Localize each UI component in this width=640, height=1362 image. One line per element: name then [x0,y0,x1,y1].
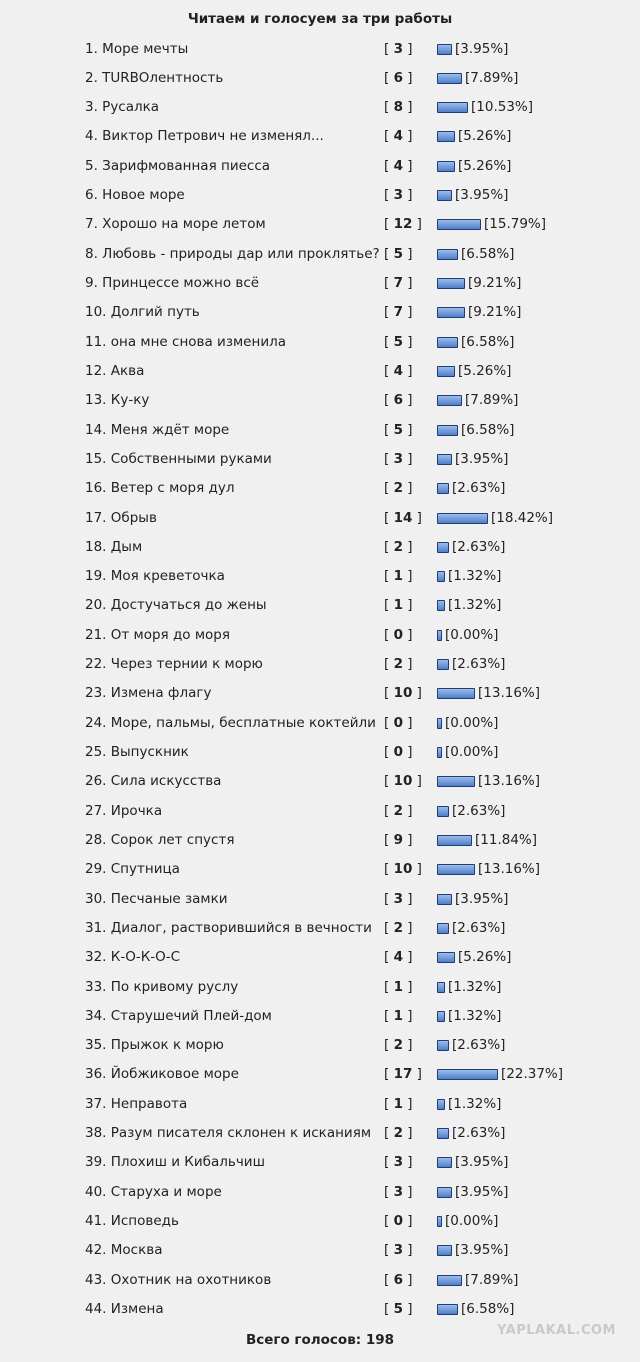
poll-option-votes: [ 8 ] [384,99,413,116]
poll-row [0,211,640,240]
poll-option-bar [437,659,449,670]
poll-option-label: 39. Плохиш и Кибальчиш [85,1154,265,1171]
poll-option-bar [437,923,449,934]
vote-count: 10 [393,685,413,702]
poll-option-bar [437,44,452,55]
vote-count: 10 [393,773,413,790]
poll-option-percent: [1.32%] [448,568,502,585]
vote-count: 3 [393,187,403,204]
vote-count: 0 [393,1213,403,1229]
poll-option-votes: [ 5 ] [384,245,413,262]
vote-count: 5 [393,1300,403,1317]
vote-count: 10 [393,861,413,878]
vote-count: 7 [393,275,403,291]
poll-option-percent: [2.63%] [452,538,506,555]
poll-row [0,768,640,797]
poll-option-percent: [3.95%] [455,1154,509,1171]
poll-row [0,622,640,651]
poll-option-bar [437,718,442,729]
vote-count: 1 [393,978,403,995]
poll-option-bar [437,1275,462,1286]
poll-option-label: 43. Охотник на охотников [85,1271,272,1288]
vote-count: 6 [393,392,403,409]
poll-option-percent: [6.58%] [461,1300,515,1317]
poll-option-bar [437,776,475,787]
poll-option-votes: [ 1 ] [384,597,413,614]
poll-option-label: 5. Зарифмованная пиесса [85,157,271,174]
poll-option-bar [437,688,475,699]
poll-option-votes: [ 0 ] [384,744,413,760]
poll-row [0,1179,640,1208]
poll-option-votes: [ 4 ] [384,128,413,145]
poll-option-bar [437,747,442,758]
poll-option-label: 19. Моя креветочка [85,568,225,585]
poll-option-percent: [1.32%] [448,1095,502,1112]
poll-row [0,299,640,328]
poll-option-percent: [3.95%] [455,187,509,204]
vote-count: 6 [393,1271,403,1288]
poll-option-bar [437,1069,498,1080]
poll-option-bar [437,1187,452,1198]
poll-row [0,944,640,973]
vote-count: 17 [393,1066,413,1083]
poll-option-percent: [2.63%] [452,802,506,819]
poll-row [0,387,640,416]
vote-count: 4 [393,157,403,174]
poll-option-bar [437,571,445,582]
poll-row [0,446,640,475]
poll-option-percent: [13.16%] [478,861,541,878]
poll-option-label: 1. Море мечты [85,40,189,57]
poll-option-bar [437,1216,442,1227]
poll-option-votes: [ 4 ] [384,949,413,966]
vote-count: 3 [393,1154,403,1171]
poll-row [0,1208,640,1237]
poll-option-bar [437,1128,449,1139]
poll-option-percent: [2.63%] [452,656,506,673]
poll-row [0,886,640,915]
poll-row [0,329,640,358]
poll-option-votes: [ 6 ] [384,1271,413,1288]
poll-option-percent: [5.26%] [458,949,512,966]
vote-count: 2 [393,538,403,555]
poll-results-list [0,36,640,1326]
poll-option-votes: [ 2 ] [384,1125,413,1142]
poll-row [0,1149,640,1178]
poll-option-label: 37. Неправота [85,1095,188,1112]
poll-option-bar [437,1099,445,1110]
poll-option-label: 35. Прыжок к морю [85,1037,224,1054]
poll-option-label: 41. Исповедь [85,1213,179,1229]
poll-option-label: 16. Ветер с моря дул [85,480,235,497]
poll-option-votes: [ 1 ] [384,1007,413,1024]
poll-option-bar [437,483,449,494]
poll-option-votes: [ 4 ] [384,362,413,379]
poll-option-bar [437,982,445,993]
vote-count: 0 [393,626,403,643]
poll-option-percent: [18.42%] [491,509,554,526]
poll-row [0,505,640,534]
poll-option-votes: [ 2 ] [384,538,413,555]
poll-option-label: 7. Хорошо на море летом [85,216,266,233]
poll-row [0,1296,640,1325]
poll-option-votes: [ 7 ] [384,275,413,291]
vote-count: 6 [393,69,403,86]
poll-row [0,358,640,387]
poll-row [0,534,640,563]
poll-option-percent: [0.00%] [445,744,499,760]
poll-row [0,680,640,709]
poll-option-votes: [ 0 ] [384,714,413,731]
poll-row [0,856,640,885]
poll-row [0,1032,640,1061]
poll-row [0,739,640,768]
poll-option-bar [437,366,455,377]
poll-option-percent: [13.16%] [478,773,541,790]
poll-option-label: 33. По кривому руслу [85,978,239,995]
vote-count: 0 [393,744,403,760]
poll-option-votes: [ 1 ] [384,978,413,995]
poll-option-label: 23. Измена флагу [85,685,212,702]
poll-option-bar [437,131,455,142]
poll-option-label: 4. Виктор Петрович не изменял... [85,128,324,145]
vote-count: 9 [393,831,403,848]
poll-option-label: 10. Долгий путь [85,304,200,321]
poll-option-label: 11. она мне снова изменила [85,333,286,350]
poll-option-label: 27. Ирочка [85,802,163,819]
poll-option-votes: [ 3 ] [384,450,413,467]
vote-count: 4 [393,128,403,145]
vote-count: 3 [393,40,403,57]
poll-option-bar [437,219,481,230]
poll-row [0,94,640,123]
poll-option-label: 2. TURBOлентность [85,69,224,86]
poll-option-votes: [ 10 ] [384,685,422,702]
poll-row [0,651,640,680]
poll-option-votes: [ 14 ] [384,509,422,526]
poll-option-votes: [ 17 ] [384,1066,422,1083]
poll-option-percent: [9.21%] [468,304,522,321]
poll-option-votes: [ 12 ] [384,216,422,233]
poll-option-votes: [ 10 ] [384,773,422,790]
poll-option-votes: [ 3 ] [384,1183,413,1200]
poll-row [0,1120,640,1149]
poll-option-bar [437,1157,452,1168]
poll-option-votes: [ 2 ] [384,480,413,497]
poll-row [0,36,640,65]
vote-count: 2 [393,1037,403,1054]
poll-option-bar [437,307,465,318]
poll-row [0,1091,640,1120]
poll-option-bar [437,454,452,465]
poll-option-label: 14. Меня ждёт море [85,421,230,438]
poll-option-label: 31. Диалог, растворившийся в вечности [85,919,372,936]
poll-option-percent: [3.95%] [455,450,509,467]
poll-option-percent: [6.58%] [461,333,515,350]
poll-option-percent: [5.26%] [458,157,512,174]
poll-option-votes: [ 10 ] [384,861,422,878]
vote-count: 3 [393,1242,403,1259]
poll-option-percent: [2.63%] [452,480,506,497]
poll-row [0,974,640,1003]
vote-count: 3 [393,450,403,467]
poll-option-label: 18. Дым [85,538,143,555]
poll-option-label: 9. Принцессе можно всё [85,275,260,291]
poll-option-label: 28. Сорок лет спустя [85,831,235,848]
poll-option-label: 20. Достучаться до жены [85,597,267,614]
poll-option-label: 21. От моря до моря [85,626,230,643]
poll-option-label: 15. Собственными руками [85,450,272,467]
poll-option-votes: [ 6 ] [384,69,413,86]
poll-option-votes: [ 2 ] [384,919,413,936]
vote-count: 1 [393,568,403,585]
poll-option-bar [437,190,452,201]
poll-option-percent: [10.53%] [471,99,534,116]
poll-option-votes: [ 4 ] [384,157,413,174]
poll-option-bar [437,337,458,348]
poll-option-votes: [ 2 ] [384,802,413,819]
poll-row [0,1061,640,1090]
poll-option-label: 29. Спутница [85,861,180,878]
poll-option-votes: [ 2 ] [384,656,413,673]
vote-count: 0 [393,714,403,731]
vote-count: 2 [393,1125,403,1142]
poll-option-votes: [ 1 ] [384,1095,413,1112]
vote-count: 5 [393,245,403,262]
total-votes: Всего голосов: 198 [245,1332,395,1348]
vote-count: 5 [393,333,403,350]
poll-option-percent: [7.89%] [465,69,519,86]
poll-option-label: 38. Разум писателя склонен к исканиям [85,1125,372,1142]
poll-option-bar [437,542,449,553]
poll-option-label: 26. Сила искусства [85,773,222,790]
poll-option-votes: [ 3 ] [384,40,413,57]
poll-option-bar [437,630,442,641]
poll-option-percent: [1.32%] [448,597,502,614]
poll-option-percent: [13.16%] [478,685,541,702]
vote-count: 2 [393,480,403,497]
poll-option-percent: [5.26%] [458,128,512,145]
site-watermark-logo: YAPLAKAL.COM [497,1323,616,1338]
vote-count: 14 [393,509,413,526]
poll-option-votes: [ 3 ] [384,1242,413,1259]
poll-option-percent: [1.32%] [448,1007,502,1024]
poll-option-label: 42. Москва [85,1242,163,1259]
poll-row [0,1267,640,1296]
poll-option-label: 30. Песчаные замки [85,890,228,907]
poll-option-label: 24. Море, пальмы, бесплатные коктейли [85,714,376,731]
poll-row [0,592,640,621]
poll-option-votes: [ 3 ] [384,890,413,907]
poll-row [0,270,640,299]
poll-option-bar [437,278,465,289]
poll-option-bar [437,1245,452,1256]
poll-option-bar [437,952,455,963]
vote-count: 12 [393,216,413,233]
poll-option-bar [437,864,475,875]
poll-option-votes: [ 1 ] [384,568,413,585]
poll-option-label: 12. Аква [85,362,145,379]
poll-option-label: 22. Через тернии к морю [85,656,263,673]
poll-option-bar [437,806,449,817]
poll-option-percent: [1.32%] [448,978,502,995]
poll-option-label: 36. Йобжиковое море [85,1066,239,1083]
poll-option-bar [437,161,455,172]
vote-count: 5 [393,421,403,438]
poll-row [0,915,640,944]
poll-option-label: 17. Обрыв [85,509,157,526]
poll-option-bar [437,425,458,436]
poll-option-votes: [ 3 ] [384,187,413,204]
vote-count: 1 [393,597,403,614]
poll-option-label: 34. Старушечий Плей-дом [85,1007,272,1024]
poll-option-bar [437,249,458,260]
poll-row [0,563,640,592]
poll-option-bar [437,1304,458,1315]
poll-option-votes: [ 0 ] [384,626,413,643]
poll-row [0,798,640,827]
poll-row [0,827,640,856]
poll-option-percent: [6.58%] [461,245,515,262]
poll-option-bar [437,600,445,611]
poll-row [0,1237,640,1266]
vote-count: 2 [393,802,403,819]
vote-count: 4 [393,949,403,966]
poll-option-percent: [6.58%] [461,421,515,438]
poll-option-percent: [0.00%] [445,714,499,731]
poll-row [0,65,640,94]
vote-count: 7 [393,304,403,321]
vote-count: 8 [393,99,403,116]
poll-option-label: 40. Старуха и море [85,1183,222,1200]
poll-option-bar [437,1040,449,1051]
poll-option-votes: [ 5 ] [384,333,413,350]
poll-option-label: 25. Выпускник [85,744,189,760]
poll-row [0,1003,640,1032]
poll-option-bar [437,1011,445,1022]
poll-option-bar [437,894,452,905]
poll-option-votes: [ 2 ] [384,1037,413,1054]
poll-option-votes: [ 5 ] [384,1300,413,1317]
poll-row [0,417,640,446]
poll-option-percent: [15.79%] [484,216,547,233]
poll-option-bar [437,102,468,113]
poll-option-bar [437,73,462,84]
poll-option-bar [437,395,462,406]
poll-option-percent: [11.84%] [475,831,538,848]
vote-count: 3 [393,890,403,907]
poll-option-percent: [0.00%] [445,626,499,643]
poll-option-votes: [ 6 ] [384,392,413,409]
poll-row [0,710,640,739]
poll-option-percent: [7.89%] [465,392,519,409]
poll-option-label: 44. Измена [85,1300,164,1317]
poll-option-label: 6. Новое море [85,187,185,204]
poll-option-label: 32. К-О-К-О-С [85,949,181,966]
poll-option-votes: [ 5 ] [384,421,413,438]
poll-option-percent: [9.21%] [468,275,522,291]
poll-row [0,123,640,152]
poll-option-percent: [5.26%] [458,362,512,379]
poll-option-bar [437,513,488,524]
poll-option-percent: [0.00%] [445,1213,499,1229]
poll-row [0,153,640,182]
poll-option-votes: [ 0 ] [384,1213,413,1229]
vote-count: 1 [393,1095,403,1112]
poll-option-votes: [ 9 ] [384,831,413,848]
poll-option-bar [437,835,472,846]
poll-option-percent: [3.95%] [455,890,509,907]
poll-option-percent: [22.37%] [501,1066,564,1083]
vote-count: 2 [393,919,403,936]
poll-row [0,241,640,270]
poll-option-label: 8. Любовь - природы дар или проклятье? [85,245,380,262]
poll-row [0,475,640,504]
poll-title: Читаем и голосуем за три работы [187,11,453,27]
poll-row [0,182,640,211]
poll-option-percent: [7.89%] [465,1271,519,1288]
vote-count: 3 [393,1183,403,1200]
vote-count: 4 [393,362,403,379]
vote-count: 1 [393,1007,403,1024]
poll-option-percent: [3.95%] [455,40,509,57]
poll-option-percent: [2.63%] [452,1037,506,1054]
poll-option-label: 13. Ку-ку [85,392,150,409]
poll-option-votes: [ 3 ] [384,1154,413,1171]
poll-option-votes: [ 7 ] [384,304,413,321]
poll-option-percent: [2.63%] [452,1125,506,1142]
poll-option-percent: [2.63%] [452,919,506,936]
poll-option-percent: [3.95%] [455,1242,509,1259]
vote-count: 2 [393,656,403,673]
poll-option-label: 3. Русалка [85,99,160,116]
poll-option-percent: [3.95%] [455,1183,509,1200]
